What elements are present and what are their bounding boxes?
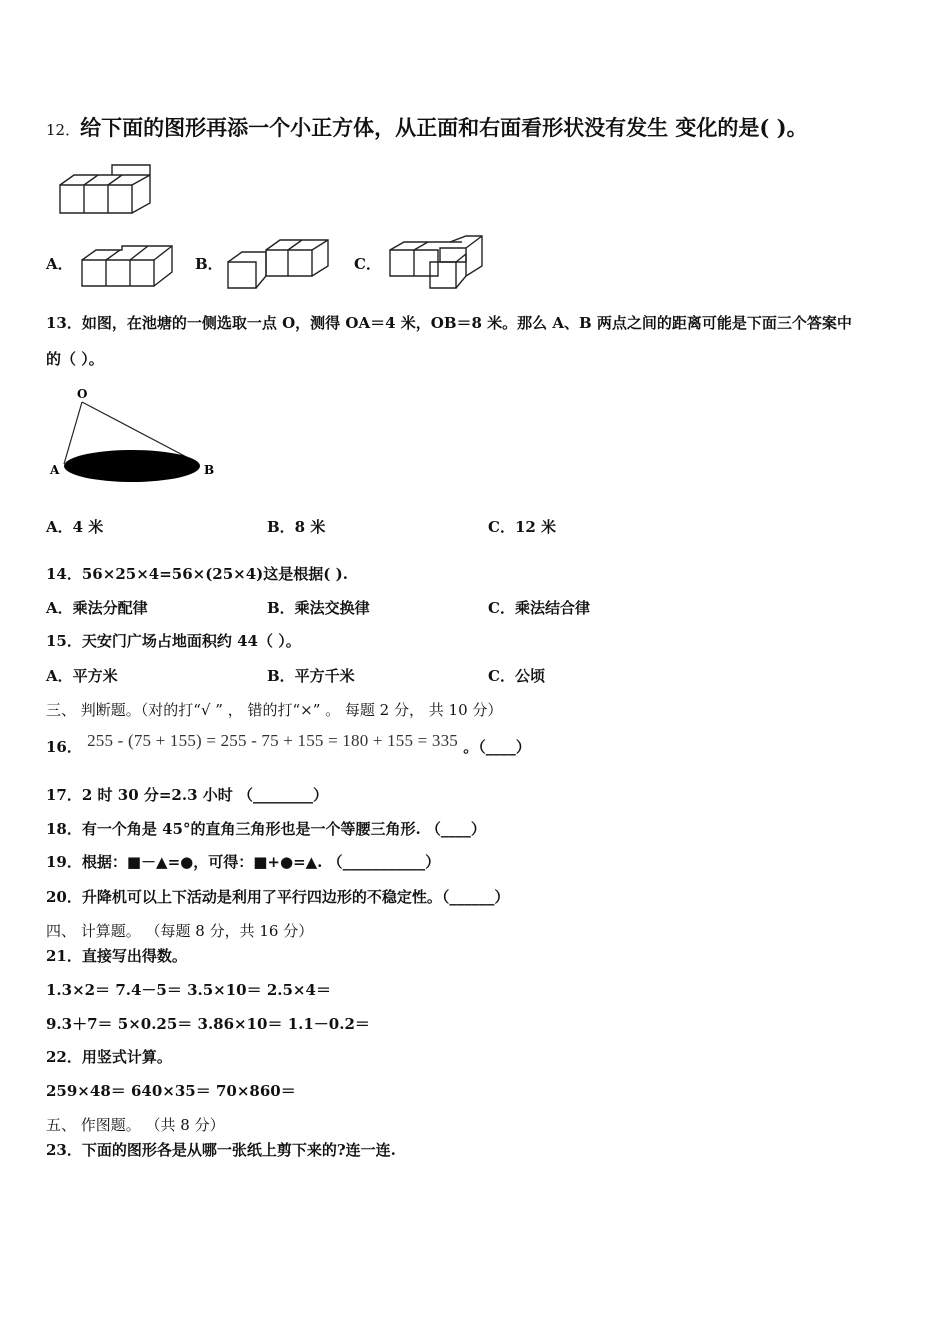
q15-option-c[interactable]: C．公顷 xyxy=(488,667,545,685)
question-16 xyxy=(46,731,531,757)
label-a: A xyxy=(50,463,60,477)
question-12-number: 12． xyxy=(46,121,81,139)
q12-option-c-figure xyxy=(388,234,488,290)
q12-option-a[interactable]: A． xyxy=(46,255,73,273)
question-17: 17．2 时 30 分=2.3 小时 （________） xyxy=(46,786,328,804)
question-21-row-2: 9.3＋7＝ 5×0.25＝ 3.86×10＝ 1.1－0.2＝ xyxy=(46,1015,370,1033)
question-22-row: 259×48＝ 640×35＝ 70×860＝ xyxy=(46,1082,296,1100)
q13-option-c[interactable]: C．12 米 xyxy=(488,518,557,536)
q14-option-b[interactable]: B．乘法交换律 xyxy=(267,599,370,617)
question-20: 20．升降机可以上下活动是利用了平行四边形的不稳定性。（______） xyxy=(46,888,510,906)
question-12 xyxy=(46,112,808,142)
section-5-heading: 五、 作图题。 （共 8 分） xyxy=(46,1116,225,1134)
question-13-line1: 13．如图，在池塘的一侧选取一点 O，测得 OA＝4 米，OB＝8 米。那么 A、B 两点之间的距离可能是下面三个答案中 xyxy=(46,314,852,332)
question-13-line2: 的（ ）。 xyxy=(46,350,104,368)
question-12-text: 给下面的图形再添一个小正方体，从正面和右面看形状没有发生 变化的是( )。 xyxy=(80,115,808,140)
q13-option-a[interactable]: A．4 米 xyxy=(46,518,104,536)
section-3-heading: 三、 判断题。（对的打“√ ” ， 错的打“×” 。 每题 2 分， 共 10 分） xyxy=(46,701,503,719)
q15-option-b[interactable]: B．平方千米 xyxy=(267,667,355,685)
q13-option-b[interactable]: B．8 米 xyxy=(267,518,326,536)
question-22-title: 22．用竖式计算。 xyxy=(46,1048,172,1066)
q14-option-a[interactable]: A．乘法分配律 xyxy=(46,599,148,617)
question-14: 14．56×25×4=56×(25×4)这是根据( ). xyxy=(46,565,348,583)
q12-base-figure xyxy=(58,165,158,213)
section-4-heading: 四、 计算题。 （每题 8 分，共 16 分） xyxy=(46,922,314,940)
question-16-answer-blank[interactable]: 。（____） xyxy=(463,738,531,756)
q12-option-a-figure xyxy=(80,240,180,288)
q13-pond-figure xyxy=(46,384,226,484)
question-18: 18．有一个角是 45°的直角三角形也是一个等腰三角形. （____） xyxy=(46,820,486,838)
question-16-expression: 255 - (75 + 155) = 255 - 75 + 155 = 180 + 155 = 335 xyxy=(87,731,458,750)
question-19: 19．根据：■－▲=●，可得：■+●=▲. （___________） xyxy=(46,853,441,871)
label-o: O xyxy=(77,387,88,401)
question-21-row-1: 1.3×2＝ 7.4－5＝ 3.5×10＝ 2.5×4＝ xyxy=(46,981,331,999)
q12-option-c[interactable]: C． xyxy=(354,255,381,273)
question-16-number: 16． xyxy=(46,738,82,756)
q12-option-b-figure xyxy=(226,234,332,290)
question-23: 23．下面的图形各是从哪一张纸上剪下来的?连一连. xyxy=(46,1141,396,1159)
question-15: 15．天安门广场占地面积约 44（ ）。 xyxy=(46,632,301,650)
label-b: B xyxy=(204,463,215,477)
q12-option-b[interactable]: B． xyxy=(195,255,223,273)
pond-shape xyxy=(64,450,200,482)
q14-option-c[interactable]: C．乘法结合律 xyxy=(488,599,590,617)
q15-option-a[interactable]: A．平方米 xyxy=(46,667,118,685)
question-21-title: 21．直接写出得数。 xyxy=(46,947,187,965)
